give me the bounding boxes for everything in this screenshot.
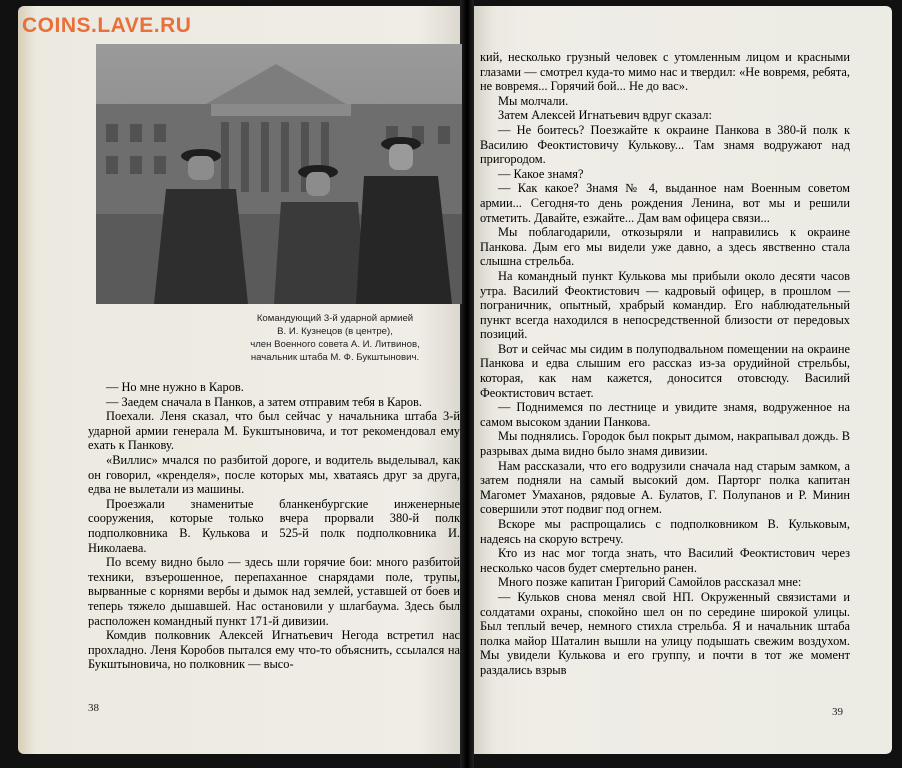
paragraph: «Виллис» мчался по разбитой дороге, и водитель выделывал, как он говорил, «кренделя», после которых мы, хватаясь друг за друга, едва не вылетали из машины.	[88, 452, 460, 497]
left-page-text	[88, 380, 460, 672]
paragraph: Вскоре мы распрощались с подполковником В. Кульковым, надеясь на скорую встречу.	[480, 517, 850, 546]
paragraph: — Кульков снова менял свой НП. Окруженный связистами и солдатами охраны, спокойно шел он по середине широкой улицы. Был теплый вечер, немного стихла стрельба. Я и начальник штаба полка майор Шаталин вышли на улицу подышать свежим воздухом. Мы увидели Кулькова и его группу, и почти в тот же момент раздались взрыв	[480, 589, 850, 677]
book-gutter	[460, 0, 474, 768]
caption-line: член Военного совета А. И. Литвинов,	[250, 339, 420, 350]
paragraph: — Заедем сначала в Панков, а затем отправим тебя в Каров.	[106, 394, 422, 409]
photo-caption	[210, 312, 460, 364]
paragraph: Мы поблагодарили, откозыряли и направились к окраине Панкова. Дым его мы видели уже давно, а здесь явственно стала слышна стрельба.	[480, 225, 850, 269]
paragraph: Затем Алексей Игнатьевич вдруг сказал:	[498, 108, 712, 123]
paragraph: Много позже капитан Григорий Самойлов рассказал мне:	[498, 575, 802, 590]
paragraph: — Не боитесь? Поезжайте к окраине Панкова в 380-й полк к Василию Феоктистовичу Кулькову... Там знамя водружают над пригородом.	[480, 122, 850, 167]
right-page-text	[480, 50, 850, 678]
page-number-left: 38	[88, 702, 99, 714]
photo-illustration	[96, 44, 462, 304]
paragraph: кий, несколько грузный человек с утомленным лицом и красными глазами — смотрел куда-то мимо нас и твердил: «Не вовремя, ребята, не вовремя... Горячий бой... Не до вас».	[480, 50, 850, 94]
paragraph: Мы молчали.	[498, 93, 569, 108]
paragraph: По всему видно было — здесь шли горячие бои: много разбитой техники, взъерошенное, перепаханное снарядами поле, трупы, вырванные с корнями вербы и дымок над землей, уставшей от боев и теперь тяжело дышавшей. Нас остановили у шлагбаума. Здесь был расположен командный пункт 171-й дивизии.	[88, 555, 460, 628]
paragraph: Проезжали знаменитые бланкенбургские инженерные сооружения, которые только вчера прорвали 380-й полк подполковника В. Кулькова и 525-й полк подполковника И. Николаева.	[88, 496, 460, 555]
caption-line: В. И. Кузнецов (в центре),	[277, 326, 393, 337]
paragraph: — Какое знамя?	[498, 166, 584, 181]
paragraph: — Поднимемся по лестнице и увидите знамя, водруженное на самом высоком здании Панкова.	[480, 400, 850, 429]
caption-line: Командующий 3-й ударной армией	[256, 313, 414, 324]
paragraph: — Но мне нужно в Каров.	[106, 380, 244, 394]
paragraph: Мы поднялись. Городок был покрыт дымом, накрапывал дождь. В разрывах дыма видно было знамя дивизии.	[480, 429, 850, 459]
archival-photo	[96, 44, 462, 304]
paragraph: Кто из нас мог тогда знать, что Василий Феоктистович через несколько часов будет смертельно ранен.	[480, 546, 850, 575]
watermark: COINS.LAVE.RU	[22, 14, 192, 37]
paragraph: Нам рассказали, что его водрузили сначала над старым замком, а затем подняли на самый высокий дом. Парторг полка капитан Магомет Умаханов, рядовые А. Булатов, Г. Полупанов и Р. Минин совершили этот подвиг под огнем.	[480, 458, 850, 517]
paragraph: На командный пункт Кулькова мы прибыли около десяти часов утра. Василий Феоктистович — кадровый офицер, в прошлом — пограничник, опытный, храбрый командир. Его наблюдательный пункт всегда находился в непосредственной близости от передовых позиций.	[480, 268, 850, 342]
paragraph: — Как какое? Знамя № 4, выданное нам Военным советом армии... Сегодня-то день рождения Ленина, вот мы и решили отметить. Давайте, езжайте... Дам вам офицера связи...	[480, 181, 850, 225]
caption-line: начальник штаба М. Ф. Букштынович.	[250, 352, 420, 363]
page-number-right: 39	[832, 706, 843, 718]
paragraph: Комдив полковник Алексей Игнатьевич Негода встретил нас прохладно. Леня Коробов пытался ему что-то объяснить, ссылался на Букштыновича, но полковник — высо-	[88, 628, 460, 672]
paragraph: Вот и сейчас мы сидим в полуподвальном помещении на окраине Панкова и едва слышим его рассказ из-за орудийной стрельбы, которая, как нам кажется, доносится отовсюду. Василий Феоктистович встает.	[480, 341, 850, 400]
paragraph: Поехали. Леня сказал, что был сейчас у начальника штаба 3-й ударной армии генерала М. Букштыновича, и тот рекомендовал ему ехать к Панкову.	[88, 409, 460, 453]
